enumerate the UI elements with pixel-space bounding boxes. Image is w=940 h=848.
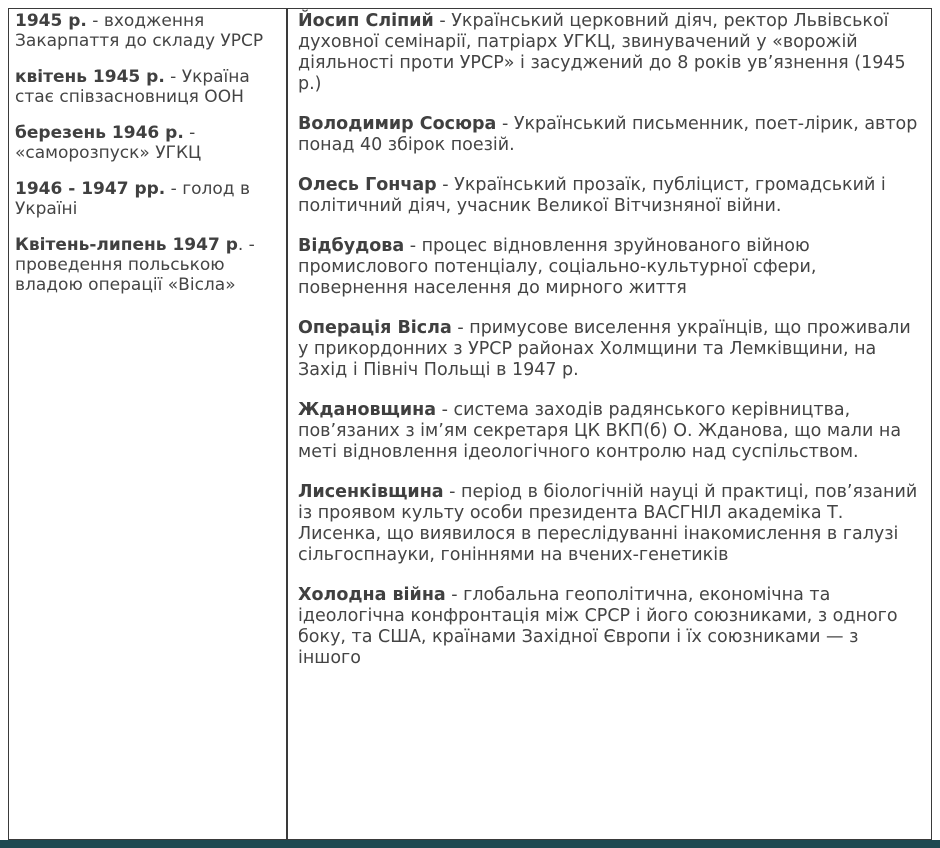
terms-column: [287, 9, 932, 840]
date-heading: Квітень-липень 1947 р: [15, 235, 238, 255]
dates-column: [9, 9, 288, 840]
term-heading: Лисенківщина: [298, 482, 444, 502]
date-description: - входження Закарпаття до складу УРСР: [15, 11, 264, 51]
date-heading: березень 1946 р.: [15, 123, 184, 143]
term-entry: [298, 482, 923, 566]
term-entry: [298, 400, 923, 463]
term-definition: - примусове виселення українців, що проживали у прикордонних з УРСР районах Холмщини та Лемківщини, на Захід і Північ Польщі в 1947 р.: [298, 318, 911, 380]
term-heading: Йосип Сліпий: [298, 11, 434, 31]
term-heading: Холодна війна: [298, 585, 446, 605]
term-heading: Олесь Гончар: [298, 175, 437, 195]
date-entry: [15, 67, 280, 107]
date-heading: 1945 р.: [15, 11, 87, 31]
terms-list: [288, 9, 931, 669]
bottom-bar: [0, 840, 940, 848]
term-entry: [298, 175, 923, 217]
date-description: - голод в Україні: [15, 179, 250, 219]
term-heading: Ждановщина: [298, 400, 437, 420]
term-definition: - період в біологічній науці й практиці, пов’язаний із проявом культу особи президента ВАСГНІЛ академіка Т. Лисенка, що виявилося в переслідуванні інакомислення в галузі сільгоспнауки, гоніннями на вчених-генетиків: [298, 482, 918, 565]
term-heading: Володимир Сосюра: [298, 114, 497, 134]
date-description: - Україна стає співзасновниця ООН: [15, 67, 250, 107]
term-entry: [298, 114, 923, 156]
date-entry: [15, 11, 280, 51]
term-definition: - система заходів радянського керівництва, пов’язаних з ім’ям секретаря ЦК ВКП(б) О. Жданова, що мали на меті відновлення ідеологічного контролю над суспільством.: [298, 400, 902, 462]
dates-list: [9, 9, 286, 295]
date-entry: [15, 123, 280, 163]
table-row: [9, 9, 932, 840]
term-entry: [298, 585, 923, 669]
term-definition: - Український прозаїк, публіцист, громадський і політичний діяч, учасник Великої Вітчизняної війни.: [298, 175, 886, 216]
term-heading: Відбудова: [298, 236, 405, 256]
term-definition: - Український письменник, поет-лірик, автор понад 40 збірок поезій.: [298, 114, 918, 155]
term-heading: Операція Вісла: [298, 318, 452, 338]
term-entry: [298, 11, 923, 95]
term-entry: [298, 318, 923, 381]
date-description: . - проведення польською владою операції «Вісла»: [15, 235, 255, 295]
term-definition: - Український церковний діяч, ректор Львівської духовної семінарії, патріарх УГКЦ, звинувачений у «ворожій діяльності проти УРСР» і засуджений до 8 років ув’язнення (1945 р.): [298, 11, 906, 94]
date-entry: [15, 235, 280, 295]
term-entry: [298, 236, 923, 299]
term-definition: - процес відновлення зруйнованого війною промислового потенціалу, соціально-культурної сфери, повернення населення до мирного життя: [298, 236, 817, 298]
date-entry: [15, 179, 280, 219]
date-description: - «саморозпуск» УГКЦ: [15, 123, 202, 163]
date-heading: квітень 1945 р.: [15, 67, 165, 87]
history-table: [8, 8, 932, 840]
term-definition: - глобальна геополітична, економічна та ідеологічна конфронтація між СРСР і його союзниками, з одного боку, та США, країнами Західної Європи і їх союзниками — з іншого: [298, 585, 898, 668]
date-heading: 1946 - 1947 рр.: [15, 179, 166, 199]
